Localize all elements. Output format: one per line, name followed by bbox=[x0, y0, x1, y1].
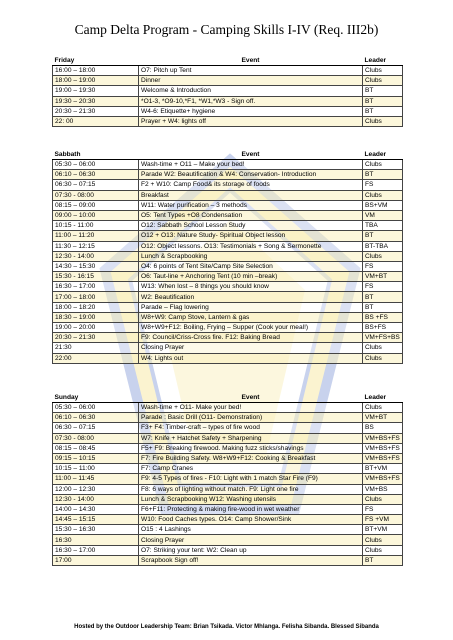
time-cell: 19:00 – 19:30 bbox=[53, 86, 139, 96]
time-cell: 09:00 – 10:00 bbox=[53, 210, 139, 220]
time-cell: 22:00 bbox=[53, 353, 139, 363]
event-cell: Closing Prayer bbox=[139, 343, 363, 353]
event-cell: Wash-time + O11 – Make your bed! bbox=[139, 160, 363, 170]
event-cell: W8+W9+F12: Boiling, Frying – Supper (Cook your meal!) bbox=[139, 323, 363, 333]
event-cell: W7: Knife + Hatchet Safety + Sharpening bbox=[139, 433, 363, 443]
schedule-row bbox=[53, 343, 403, 353]
event-cell: Parade – Flag lowering bbox=[139, 302, 363, 312]
time-cell: 06:30 – 07:15 bbox=[53, 180, 139, 190]
event-cell: O12 + O13: Nature Study- Spiritual Object lesson bbox=[139, 231, 363, 241]
leader-cell: BS +FS bbox=[363, 312, 403, 322]
schedule-row bbox=[53, 116, 403, 126]
schedule-row bbox=[53, 453, 403, 463]
schedule-row bbox=[53, 423, 403, 433]
leader-cell: FS bbox=[363, 504, 403, 514]
event-cell: O15 : 4 Lashings bbox=[139, 525, 363, 535]
day-header: Sabbath bbox=[53, 149, 139, 160]
schedule-row bbox=[53, 353, 403, 363]
leader-cell: VM+BS+FS bbox=[363, 474, 403, 484]
leader-cell: VM+BS+FS bbox=[363, 453, 403, 463]
event-cell: F5+ F9: Breaking firewood. Making fuzz sticks/shavings bbox=[139, 443, 363, 453]
leader-header: Leader bbox=[363, 55, 403, 66]
time-cell: 07:30 - 08:00 bbox=[53, 433, 139, 443]
event-cell: *O1-3, *O9-10,*F1, *W1,*W3 - Sign off. bbox=[139, 96, 363, 106]
event-cell: F8: 6 ways of lighting without match. F9: Light one fire bbox=[139, 484, 363, 494]
time-cell: 12:30 - 14:00 bbox=[53, 494, 139, 504]
schedule-row bbox=[53, 413, 403, 423]
time-cell: 15:30 – 16:30 bbox=[53, 525, 139, 535]
event-cell: Scrapbook Sign off! bbox=[139, 555, 363, 565]
leader-cell: Clubs bbox=[363, 66, 403, 76]
time-cell: 10:15 – 11:00 bbox=[53, 464, 139, 474]
leader-cell: VM bbox=[363, 210, 403, 220]
leader-cell: BT bbox=[363, 86, 403, 96]
schedule-row bbox=[53, 555, 403, 565]
sabbath-schedule-table bbox=[52, 149, 403, 364]
schedule-row bbox=[53, 504, 403, 514]
event-cell: Parade W2: Beautification & W4: Conservation- Introduction bbox=[139, 170, 363, 180]
event-cell: Lunch & Scrapbooking W12: Washing utensils bbox=[139, 494, 363, 504]
event-cell: Parade : Basic Drill (O11- Demonstration) bbox=[139, 413, 363, 423]
event-header: Event bbox=[139, 149, 363, 160]
leader-cell: BT bbox=[363, 170, 403, 180]
event-cell: Dinner bbox=[139, 76, 363, 86]
sunday-schedule-table bbox=[52, 392, 403, 566]
leader-cell: Clubs bbox=[363, 343, 403, 353]
schedule-row bbox=[53, 292, 403, 302]
leader-cell: BS+FS bbox=[363, 323, 403, 333]
time-cell: 14:45 – 15:15 bbox=[53, 515, 139, 525]
event-cell: Breakfast bbox=[139, 190, 363, 200]
time-cell: 21:30 bbox=[53, 343, 139, 353]
time-cell: 06:30 – 07:15 bbox=[53, 423, 139, 433]
event-cell: F7: Camp Cranes bbox=[139, 464, 363, 474]
time-cell: 19:30 – 20:30 bbox=[53, 96, 139, 106]
schedule-row bbox=[53, 76, 403, 86]
leader-cell: Clubs bbox=[363, 353, 403, 363]
schedule-row bbox=[53, 231, 403, 241]
leader-cell: VM+BS+FS bbox=[363, 443, 403, 453]
leader-cell: VM+BT bbox=[363, 272, 403, 282]
leader-cell: FS bbox=[363, 180, 403, 190]
schedule-row bbox=[53, 282, 403, 292]
leader-cell: VM+BS bbox=[363, 484, 403, 494]
schedule-row bbox=[53, 241, 403, 251]
time-cell: 12:00 – 12:30 bbox=[53, 484, 139, 494]
event-cell: Closing Prayer bbox=[139, 535, 363, 545]
schedule-row bbox=[53, 484, 403, 494]
time-cell: 11:30 – 12:15 bbox=[53, 241, 139, 251]
time-cell: 17:00 – 18:00 bbox=[53, 292, 139, 302]
schedule-row bbox=[53, 545, 403, 555]
schedule-row bbox=[53, 86, 403, 96]
schedule-row bbox=[53, 66, 403, 76]
event-cell: W2: Beautification bbox=[139, 292, 363, 302]
leader-header: Leader bbox=[363, 149, 403, 160]
time-cell: 05:30 – 06:00 bbox=[53, 160, 139, 170]
schedule-row bbox=[53, 433, 403, 443]
schedule-row bbox=[53, 200, 403, 210]
time-cell: 19:00 – 20:00 bbox=[53, 323, 139, 333]
schedule-row bbox=[53, 323, 403, 333]
schedule-row bbox=[53, 210, 403, 220]
schedule-row bbox=[53, 443, 403, 453]
leader-cell: Clubs bbox=[363, 403, 403, 413]
schedule-row bbox=[53, 525, 403, 535]
schedule-row bbox=[53, 190, 403, 200]
event-header: Event bbox=[139, 392, 363, 403]
schedule-row bbox=[53, 160, 403, 170]
event-cell: W11: Water purification – 3 methods bbox=[139, 200, 363, 210]
leader-cell: BT-TBA bbox=[363, 241, 403, 251]
time-cell: 16:30 bbox=[53, 535, 139, 545]
leader-cell: VM+FS+BS bbox=[363, 333, 403, 343]
leader-cell: Clubs bbox=[363, 76, 403, 86]
time-cell: 08:15 – 09:00 bbox=[53, 200, 139, 210]
leader-cell: Clubs bbox=[363, 535, 403, 545]
time-cell: 14:30 – 15:30 bbox=[53, 261, 139, 271]
leader-header: Leader bbox=[363, 392, 403, 403]
event-cell: Lunch & Scrapbooking bbox=[139, 251, 363, 261]
time-cell: 17:00 bbox=[53, 555, 139, 565]
time-cell: 07:30 - 08:00 bbox=[53, 190, 139, 200]
event-cell: Welcome & Introduction bbox=[139, 86, 363, 96]
event-cell: F9: 4-5 Types of fires - F10: Light with 1 match Star Fire (F9) bbox=[139, 474, 363, 484]
day-header: Sunday bbox=[53, 392, 139, 403]
time-cell: 20:30 – 21:30 bbox=[53, 333, 139, 343]
event-cell: F7: Fire Building Safety. W8+W9+F12: Cooking & Breakfast bbox=[139, 453, 363, 463]
friday-schedule-table bbox=[52, 55, 403, 127]
event-cell: F9: Council/Criss-Cross fire. F12: Baking Bread bbox=[139, 333, 363, 343]
schedule-row bbox=[53, 96, 403, 106]
footer-credits: Hosted by the Outdoor Leadership Team: Brian Tsikada. Victor Mhlanga. Felisha Sibanda. Blessed Sibanda bbox=[74, 624, 379, 630]
time-cell: 22: 00 bbox=[53, 116, 139, 126]
event-cell: W13: When lost – 8 things you should know bbox=[139, 282, 363, 292]
leader-cell: BS bbox=[363, 423, 403, 433]
schedule-row bbox=[53, 251, 403, 261]
leader-cell: FS bbox=[363, 282, 403, 292]
event-cell: Wash-time + O11- Make your bed! bbox=[139, 403, 363, 413]
time-cell: 11:00 – 11:45 bbox=[53, 474, 139, 484]
leader-cell: FS +VM bbox=[363, 515, 403, 525]
schedule-row bbox=[53, 180, 403, 190]
event-cell: O12: Object lessons. O13: Testimonials + Song & Sermonette bbox=[139, 241, 363, 251]
time-cell: 18:00 – 18:20 bbox=[53, 302, 139, 312]
event-cell: Prayer + W4: lights off bbox=[139, 116, 363, 126]
schedule-row bbox=[53, 535, 403, 545]
time-cell: 18:30 – 19:00 bbox=[53, 312, 139, 322]
leader-cell: BT bbox=[363, 96, 403, 106]
leader-cell: Clubs bbox=[363, 251, 403, 261]
time-cell: 06:10 – 06:30 bbox=[53, 170, 139, 180]
time-cell: 08:15 – 08:45 bbox=[53, 443, 139, 453]
time-cell: 16:30 – 17:00 bbox=[53, 282, 139, 292]
event-cell: W10: Food Caches types. O14: Camp Shower/Sink bbox=[139, 515, 363, 525]
leader-cell: BT bbox=[363, 302, 403, 312]
leader-cell: Clubs bbox=[363, 160, 403, 170]
leader-cell: Clubs bbox=[363, 545, 403, 555]
time-cell: 09:15 – 10:15 bbox=[53, 453, 139, 463]
day-header: Friday bbox=[53, 55, 139, 66]
leader-cell: Clubs bbox=[363, 190, 403, 200]
schedule-row bbox=[53, 170, 403, 180]
event-cell: F3+ F4: Timber-craft – types of fire wood bbox=[139, 423, 363, 433]
schedule-row bbox=[53, 261, 403, 271]
event-cell: O4: 6 points of Tent Site/Camp Site Selection bbox=[139, 261, 363, 271]
event-cell: O7: Striking your tent: W2: Clean up bbox=[139, 545, 363, 555]
leader-cell: VM+BS+FS bbox=[363, 433, 403, 443]
event-cell: O5: Tent Types +O8 Condensation bbox=[139, 210, 363, 220]
event-cell: W4: Lights out bbox=[139, 353, 363, 363]
event-cell: F6+F11: Protecting & making fire-wood in wet weather bbox=[139, 504, 363, 514]
leader-cell: BT bbox=[363, 555, 403, 565]
time-cell: 14:00 – 14:30 bbox=[53, 504, 139, 514]
schedule-row bbox=[53, 515, 403, 525]
event-cell: O6: Taut-line + Anchoring Tent (10 min –break) bbox=[139, 272, 363, 282]
event-cell: F2 + W10: Camp Food& its storage of foods bbox=[139, 180, 363, 190]
schedule-row bbox=[53, 302, 403, 312]
schedule-row bbox=[53, 464, 403, 474]
schedule-row bbox=[53, 312, 403, 322]
schedule-row bbox=[53, 494, 403, 504]
event-cell: O7: Pitch up Tent bbox=[139, 66, 363, 76]
leader-cell: BS+VM bbox=[363, 200, 403, 210]
leader-cell: BT bbox=[363, 106, 403, 116]
leader-cell: Clubs bbox=[363, 494, 403, 504]
time-cell: 16:30 – 17:00 bbox=[53, 545, 139, 555]
schedule-row bbox=[53, 272, 403, 282]
time-cell: 10:15 - 11:00 bbox=[53, 221, 139, 231]
time-cell: 18:00 – 19:00 bbox=[53, 76, 139, 86]
leader-cell: BT+VM bbox=[363, 464, 403, 474]
schedule-row bbox=[53, 474, 403, 484]
leader-cell: VM+BT bbox=[363, 413, 403, 423]
time-cell: 06:10 – 06:30 bbox=[53, 413, 139, 423]
schedule-row bbox=[53, 106, 403, 116]
leader-cell: BT+VM bbox=[363, 525, 403, 535]
leader-cell: BT bbox=[363, 292, 403, 302]
time-cell: 05:30 – 06:00 bbox=[53, 403, 139, 413]
time-cell: 11:00 – 11:20 bbox=[53, 231, 139, 241]
event-cell: W4-6: Etiquette+ hygiene bbox=[139, 106, 363, 116]
leader-cell: FS bbox=[363, 261, 403, 271]
event-cell: W8+W9: Camp Stove, Lantern & gas bbox=[139, 312, 363, 322]
schedule-row bbox=[53, 221, 403, 231]
event-cell: O12: Sabbath School Lesson Study bbox=[139, 221, 363, 231]
time-cell: 16:00 – 18:00 bbox=[53, 66, 139, 76]
leader-cell: Clubs bbox=[363, 116, 403, 126]
time-cell: 15:30 - 16:15 bbox=[53, 272, 139, 282]
schedule-row bbox=[53, 403, 403, 413]
page-title: Camp Delta Program - Camping Skills I-IV (Req. III2b) bbox=[74, 22, 379, 37]
time-cell: 12:30 - 14:00 bbox=[53, 251, 139, 261]
schedule-row bbox=[53, 333, 403, 343]
leader-cell: BT bbox=[363, 231, 403, 241]
event-header: Event bbox=[139, 55, 363, 66]
leader-cell: TBA bbox=[363, 221, 403, 231]
time-cell: 20:30 – 21:30 bbox=[53, 106, 139, 116]
